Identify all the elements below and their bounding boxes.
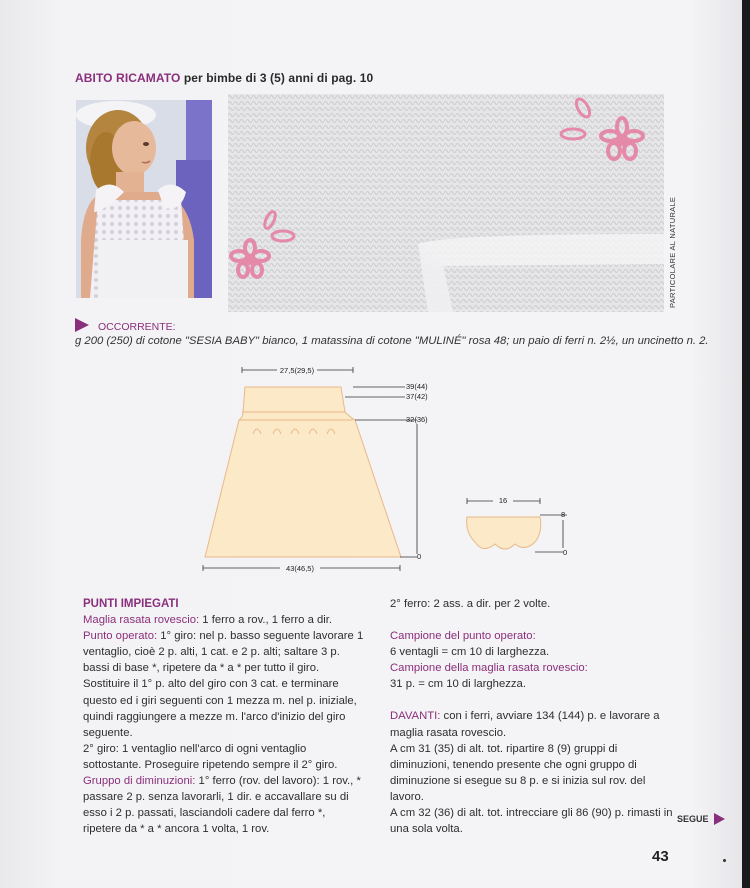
bottom-width-label: 43(46,5) <box>286 564 314 573</box>
sleeve-height-label: 8 <box>561 510 566 519</box>
paragraph-punto-operato: Punto operato: 1° giro: nel p. basso seguente lavorare 1 ventaglio, cioè 2 p. alti, 1 cat. e 2 p. alti; saltare 3 p. bassi di base *, ripetere da * a * per tutto il giro. Sostituire il 1° p. alto del giro con 3 cat. e terminare questo ed i giri seguenti con 1 mezza m. nel p. iniziale, quindi raggiungere a mezze m. l'arco d'inizio del giro seguente. <box>83 630 364 739</box>
pattern-title: ABITO RICAMATO per bimbe di 3 (5) anni di pag. 10 <box>75 71 374 85</box>
paragraph-secondo-giro: 2° giro: 1 ventaglio nell'arco di ogni ventaglio sottostante. Proseguire ripetendo sempre il 2° giro. <box>83 742 338 771</box>
paragraph-diminuzioni: A cm 31 (35) di alt. tot. ripartire 8 (9) gruppi di diminuzioni, tenendo presente che ogni gruppo di diminuzione si esegue su 8 p. e si inizia sul rov. del lavoro. <box>390 742 646 803</box>
dot-mark <box>723 859 726 862</box>
sleeve-zero-label: 0 <box>563 548 568 557</box>
paragraph-secondo-ferro: 2° ferro: 2 ass. a dir. per 2 volte. <box>390 598 551 610</box>
sleeve-width-label: 16 <box>498 496 508 505</box>
height-37-label: 37(42) <box>406 392 428 401</box>
embroidery-detail-photo <box>228 94 664 312</box>
continue-label: SEGUE <box>677 814 709 824</box>
sleeve-shape <box>467 517 541 549</box>
dress-shape <box>205 387 401 557</box>
paragraph-intrecciare: A cm 32 (36) di alt. tot. intrecciare gli 86 (90) p. rimasti in una sola volta. <box>390 807 673 836</box>
play-arrow-icon <box>75 318 89 332</box>
girl-photo <box>76 100 212 298</box>
schematic-diagram <box>195 362 595 582</box>
height-39-label: 39(44) <box>406 382 428 391</box>
text-campione-operato: 6 ventagli = cm 10 di larghezza. <box>390 646 550 659</box>
top-width-label: 27,5(29,5) <box>279 366 315 375</box>
paragraph-gruppo-diminuzioni: Gruppo di diminuzioni: 1° ferro (rov. del lavoro): 1 rov., * passare 2 p. senza lavorarli, 1 dir. e accavallare su di esso i 2 p. passati, lasciandoli cadere dal ferro *, ripetere da * a * ancora 1 volta, 1 rov. <box>83 775 361 836</box>
side-caption: PARTICOLARE AL NATURALE <box>668 196 677 308</box>
paragraph-davanti: DAVANTI: con i ferri, avviare 134 (144) p. e lavorare a maglia rasata rovescio. <box>390 710 660 739</box>
label-campione-rasata: Campione della maglia rasata rovescio: <box>390 662 588 675</box>
binding-edge <box>742 0 750 888</box>
pattern-subtitle: per bimbe di 3 (5) anni di pag. 10 <box>180 71 374 85</box>
continue-arrow-icon <box>714 813 725 825</box>
height-zero-label: 0 <box>417 552 422 561</box>
section-heading: PUNTI IMPIEGATI <box>83 598 179 610</box>
right-column <box>390 596 680 837</box>
label-campione-operato: Campione del punto operato: <box>390 630 536 643</box>
left-column <box>83 596 366 837</box>
page-number: 43 <box>652 848 669 865</box>
height-32-label: 32(36) <box>406 415 428 424</box>
materials-label: OCCORRENTE: <box>98 321 176 333</box>
materials-text: g 200 (250) di cotone "SESIA BABY" bianco, 1 matassina di cotone "MULINÉ" rosa 48; un paio di ferri n. 2½, un uncinetto n. 2. <box>75 335 709 347</box>
paragraph-maglia-rasata: Maglia rasata rovescio: 1 ferro a rov., 1 ferro a dir. <box>83 614 333 627</box>
text-campione-rasata: 31 p. = cm 10 di larghezza. <box>390 678 526 691</box>
